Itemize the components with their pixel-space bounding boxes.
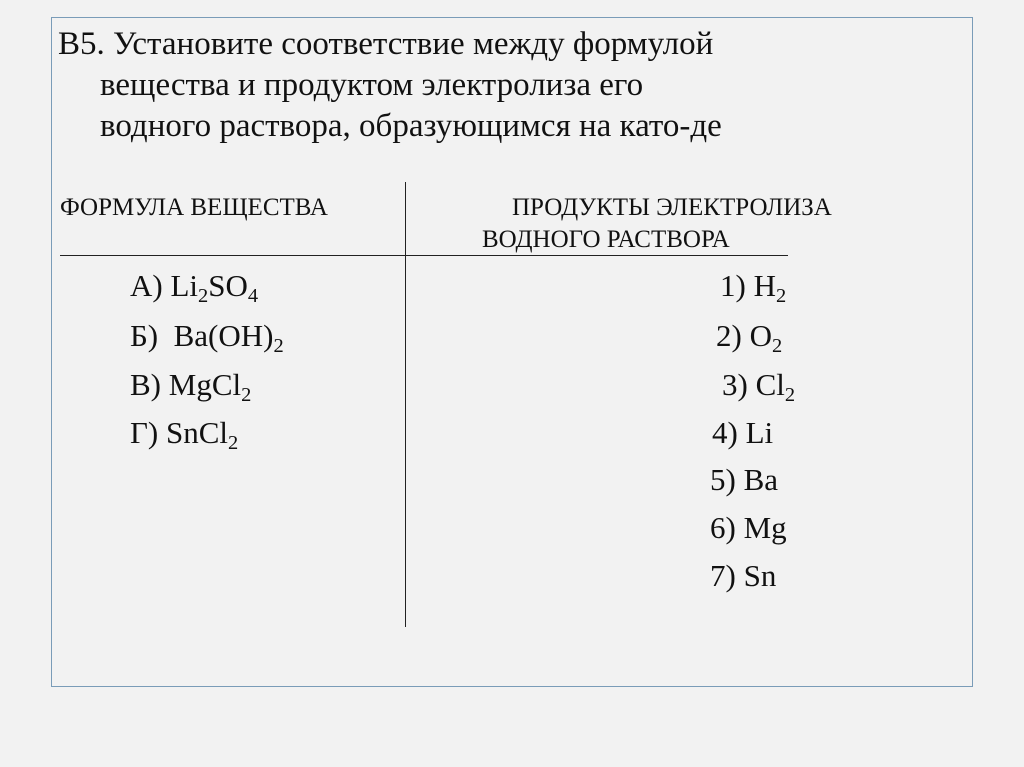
product-3-sub: 2 [784,384,796,407]
formula-g-prefix: Г) SnCl [130,415,229,450]
formula-v-sub1: 2 [241,384,252,407]
formula-g-sub1: 2 [228,432,239,455]
formula-a-mid: SO [208,268,248,303]
product-6 [710,510,787,546]
product-1 [720,268,787,308]
product-1-prefix: 1) H [720,268,776,303]
product-3-prefix: 3) Cl [722,367,785,402]
product-2-sub: 2 [771,335,783,358]
formula-a [130,268,259,308]
header-formula: ФОРМУЛА ВЕЩЕСТВА [60,194,328,221]
formula-g [130,415,239,455]
formula-b [130,318,284,358]
header-products-line-1: ПРОДУКТЫ ЭЛЕКТРОЛИЗА [512,194,832,221]
product-5-prefix: 5) Ba [710,462,779,497]
formula-v-prefix: В) MgCl [130,367,242,402]
column-divider [405,182,406,627]
product-2 [716,318,783,358]
header-underline [60,255,788,256]
product-4-prefix: 4) Li [712,415,774,450]
question-text [58,24,958,147]
formula-b-sub1: 2 [273,335,284,358]
product-5 [710,462,778,498]
product-2-prefix: 2) O [716,318,772,353]
product-4 [712,415,773,451]
product-6-prefix: 6) Mg [710,510,787,545]
product-3 [722,367,796,407]
product-1-sub: 2 [775,285,787,308]
header-products-line-2: ВОДНОГО РАСТВОРА [482,226,730,253]
formula-a-sub2: 4 [247,285,259,308]
formula-v [130,367,252,407]
question-line-3: водного раствора, образующимся на като-де [100,108,722,144]
formula-a-sub1: 2 [198,285,209,308]
question-line-2: вещества и продуктом электролиза его [100,67,644,103]
product-7-prefix: 7) Sn [710,558,777,593]
formula-b-prefix: Б) Ba(OH) [130,318,274,353]
product-7 [710,558,776,594]
question-line-1: В5. Установите соответствие между формулой [58,26,714,62]
formula-a-prefix: А) Li [130,268,199,303]
